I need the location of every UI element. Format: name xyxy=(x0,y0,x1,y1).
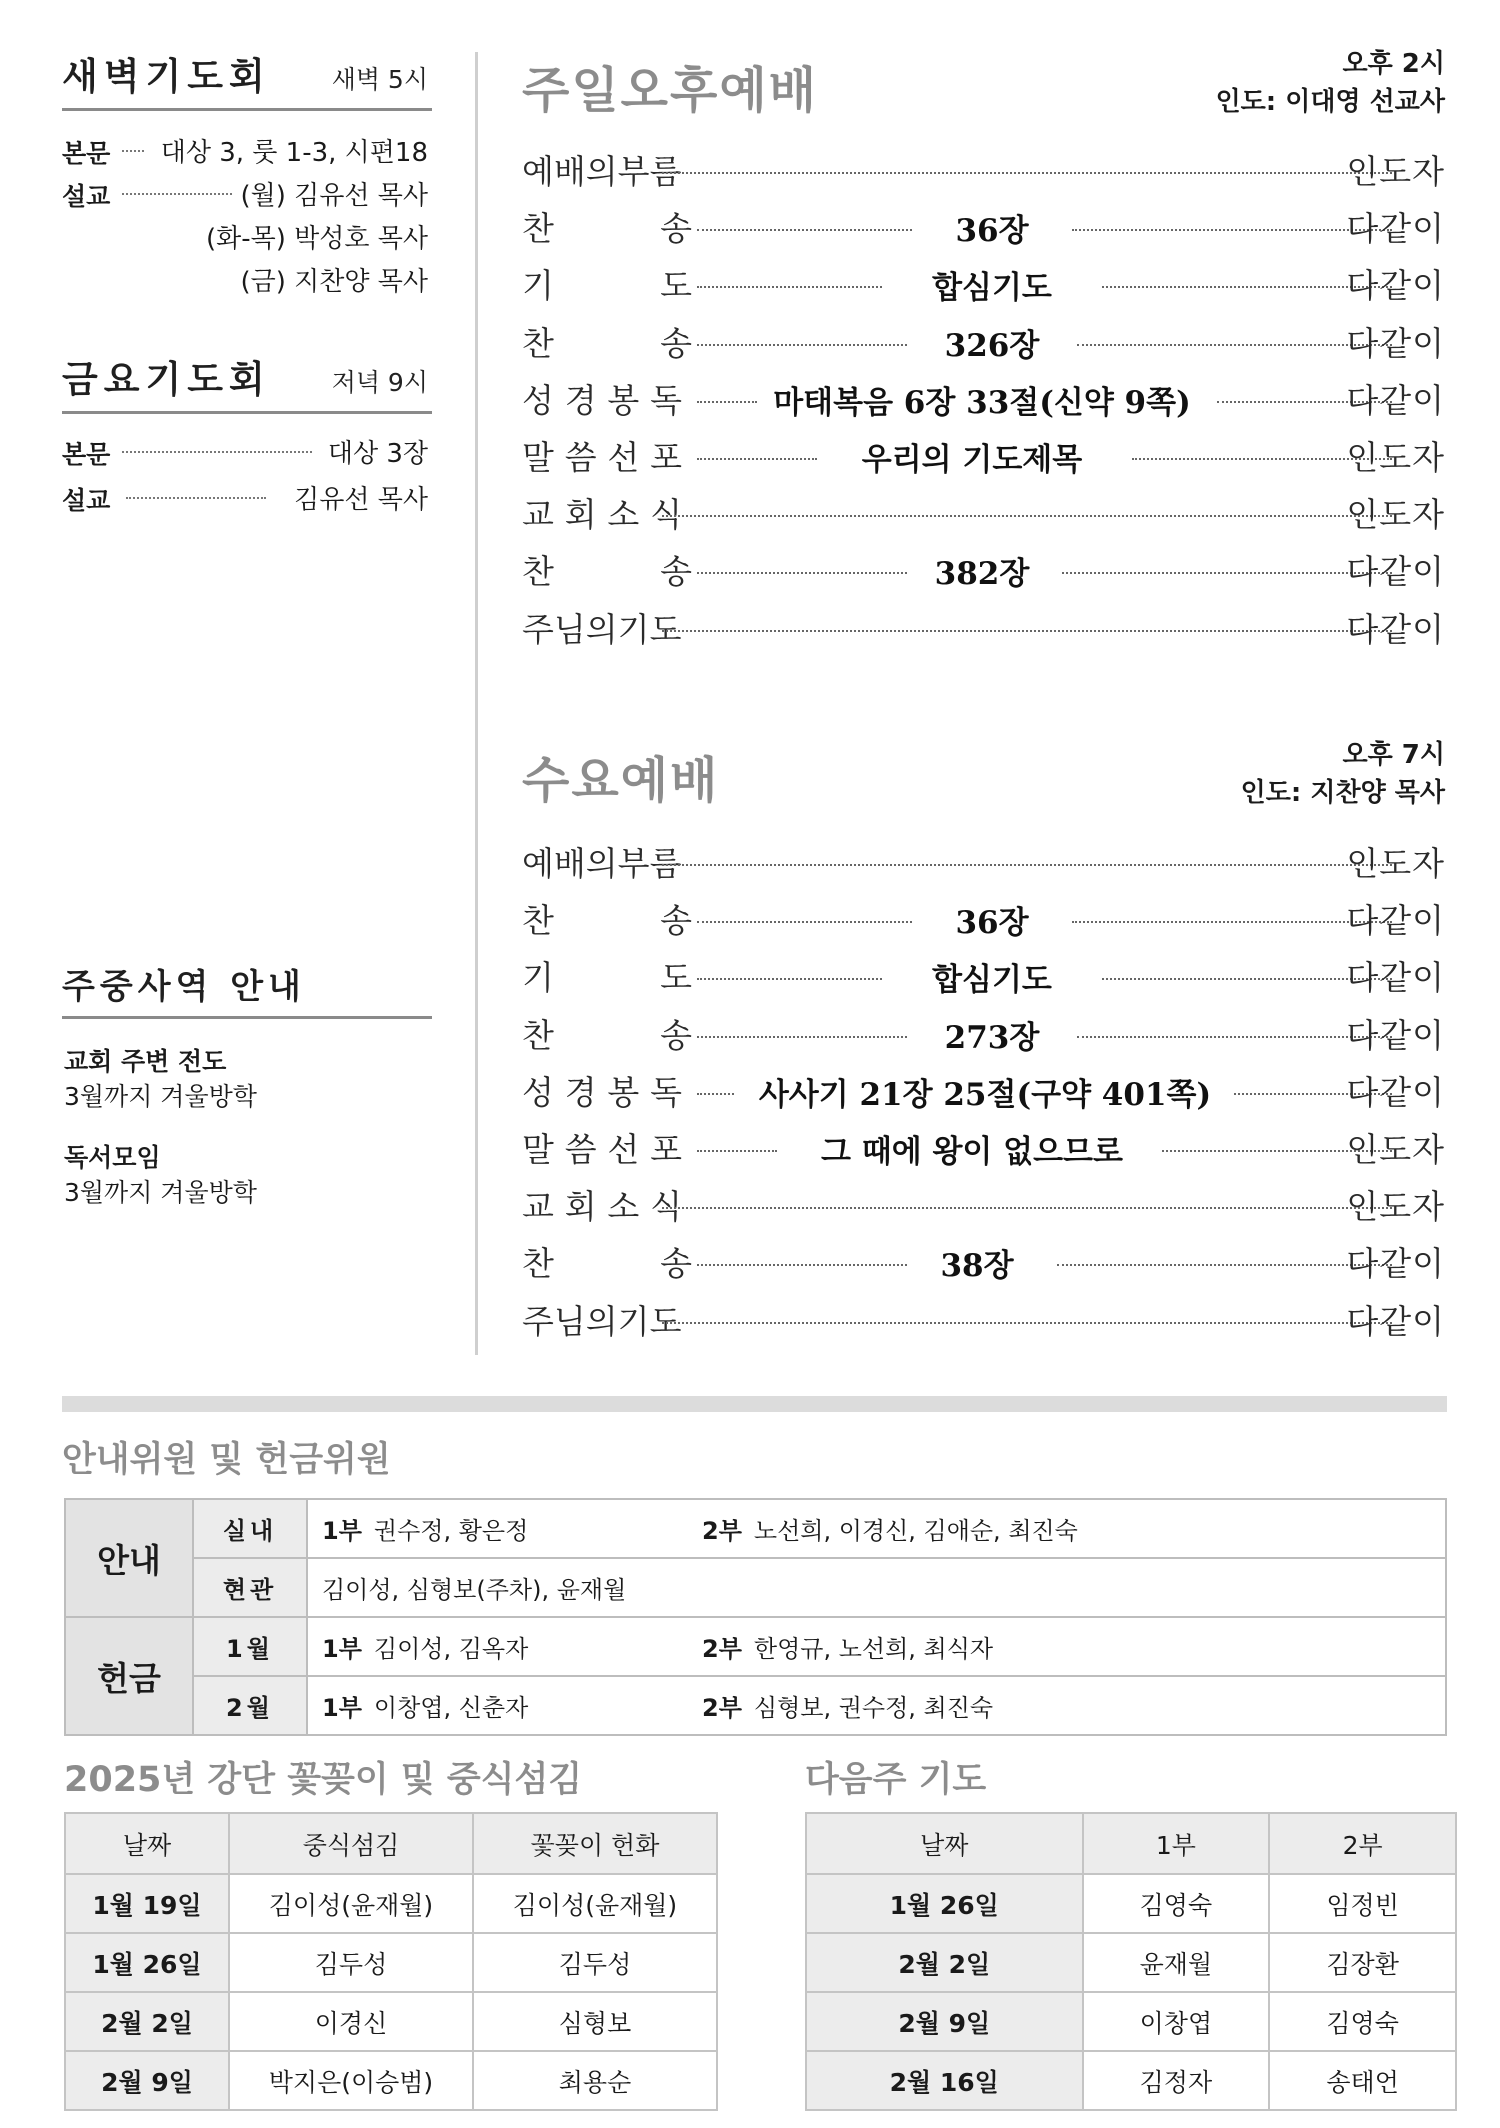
dawn-sermon-row-3 xyxy=(62,259,432,299)
wednesday-time: 오후 7시 xyxy=(1342,740,1445,770)
dawn-sermon-row-2 xyxy=(62,216,432,256)
order-label: 말 씀 선 포 xyxy=(522,1130,682,1169)
prayer-title: 다음주 기도 xyxy=(805,1760,987,1800)
order-value: 마태복음 6장 33절(신약 9쪽) xyxy=(773,384,1191,421)
order-who: 다같이 xyxy=(1346,901,1445,941)
leader-dots xyxy=(122,451,312,453)
order-label: 예 배 의 부 름 xyxy=(522,152,682,191)
order-who: 다같이 xyxy=(1346,609,1445,649)
sunday-pm-leader: 인도: 이대영 선교사 xyxy=(1215,87,1445,117)
feb-cell xyxy=(307,1676,1446,1735)
name-cell: 김이성(윤재월) xyxy=(473,1874,717,1933)
friday-prayer-header xyxy=(62,359,432,414)
order-label: 성 경 봉 독 xyxy=(522,380,682,420)
leader-dots xyxy=(697,401,757,403)
leader-dots xyxy=(697,1036,907,1038)
sunday-pm-title: 주일오후예배 xyxy=(522,62,819,119)
leader-dots xyxy=(697,344,907,346)
leader-dots xyxy=(697,458,817,460)
name-cell: 김정자 xyxy=(1083,2051,1270,2110)
friday-text-label: 본문 xyxy=(62,440,111,469)
column-header: 2부 xyxy=(1269,1813,1456,1874)
order-who: 인도자 xyxy=(1346,495,1445,535)
dawn-text-label: 본문 xyxy=(62,139,111,168)
table-row xyxy=(65,1499,1446,1558)
order-row xyxy=(522,199,1445,251)
friday-text-value: 대상 3장 xyxy=(327,439,428,469)
friday-prayer-time: 저녁 9시 xyxy=(331,368,428,397)
feb-label: 2월 xyxy=(193,1676,307,1735)
entrance-label: 현관 xyxy=(193,1558,307,1617)
leader-dots xyxy=(122,150,144,152)
indoor-label: 실내 xyxy=(193,1499,307,1558)
order-who: 다같이 xyxy=(1346,1015,1445,1055)
ministry-title: 주중사역 안내 xyxy=(62,967,306,1007)
wednesday-leader: 인도: 지찬양 목사 xyxy=(1240,778,1445,808)
leader-dots xyxy=(1062,572,1392,574)
order-who: 다같이 xyxy=(1346,1072,1445,1112)
order-who: 인도자 xyxy=(1346,1187,1445,1227)
leader-dots xyxy=(1072,921,1392,923)
name-cell: 김영숙 xyxy=(1269,1992,1456,2051)
order-value: 36장 xyxy=(955,905,1029,942)
date-cell: 2월 2일 xyxy=(65,1992,229,2051)
table-header-row xyxy=(806,1813,1456,1874)
leader-dots xyxy=(697,572,907,574)
name-cell: 김두성 xyxy=(229,1933,473,1992)
order-value: 우리의 기도제목 xyxy=(861,442,1083,478)
name-cell: 심형보 xyxy=(473,1992,717,2051)
leader-dots xyxy=(697,978,882,980)
jan-cell xyxy=(307,1617,1446,1676)
table-row xyxy=(65,1874,717,1933)
leader-dots xyxy=(1057,1264,1392,1266)
date-cell: 2월 2일 xyxy=(806,1933,1083,1992)
offering-label: 헌금 xyxy=(65,1617,193,1735)
name-cell: 이창엽 xyxy=(1083,1992,1270,2051)
order-row xyxy=(522,542,1445,594)
order-row xyxy=(522,1292,1445,1344)
order-value: 합심기도 xyxy=(932,962,1052,999)
order-label: 기 도 xyxy=(522,958,692,998)
order-row xyxy=(522,1177,1445,1229)
table-row xyxy=(65,1992,717,2051)
order-label: 찬 송 xyxy=(522,901,692,941)
name-cell: 임정빈 xyxy=(1269,1874,1456,1933)
order-label: 말 씀 선 포 xyxy=(522,438,682,477)
entrance-value: 김이성, 심형보(주차), 윤재월 xyxy=(307,1558,1446,1617)
jan-p1: 김이성, 김옥자 xyxy=(373,1635,529,1663)
order-label: 교 회 소 식 xyxy=(522,495,682,535)
dawn-prayer-time: 새벽 5시 xyxy=(331,65,428,94)
order-label: 예 배 의 부 름 xyxy=(522,844,682,883)
ministry-header xyxy=(62,960,432,1019)
table-row xyxy=(65,1933,717,1992)
leader-dots xyxy=(697,229,912,231)
order-row xyxy=(522,948,1445,1000)
order-who: 다같이 xyxy=(1346,552,1445,592)
date-cell: 1월 26일 xyxy=(65,1933,229,1992)
ministry-item-title: 독서모임 xyxy=(64,1143,161,1172)
order-row xyxy=(522,891,1445,943)
order-row xyxy=(522,1120,1445,1172)
part-tag: 1부 xyxy=(322,1635,362,1663)
order-row xyxy=(522,485,1445,537)
order-row xyxy=(522,371,1445,423)
table-header-row xyxy=(65,1813,717,1874)
dawn-prayer-header xyxy=(62,56,432,111)
leader-dots xyxy=(697,286,882,288)
leader-dots xyxy=(662,1322,1392,1324)
order-label: 찬 송 xyxy=(522,1015,692,1055)
part-tag: 1부 xyxy=(322,1517,362,1545)
date-cell: 1월 19일 xyxy=(65,1874,229,1933)
order-who: 인도자 xyxy=(1346,152,1445,191)
order-row xyxy=(522,428,1445,480)
flowers-table xyxy=(64,1812,718,2111)
order-who: 인도자 xyxy=(1346,1130,1445,1169)
friday-sermon-row xyxy=(62,477,432,517)
order-who: 다같이 xyxy=(1346,1244,1445,1284)
sunday-pm-time: 오후 2시 xyxy=(1342,49,1445,79)
indoor-p2: 노선희, 이경신, 김애순, 최진숙 xyxy=(753,1517,1078,1545)
part-tag: 2부 xyxy=(702,1694,742,1722)
order-who: 다같이 xyxy=(1346,1301,1445,1341)
flowers-title: 2025년 강단 꽃꽂이 및 중식섬김 xyxy=(64,1760,583,1800)
order-row xyxy=(522,142,1445,194)
dawn-prayer-title: 새벽기도회 xyxy=(62,55,271,98)
order-value: 그 때에 왕이 없으므로 xyxy=(821,1134,1123,1170)
indoor-p1: 권수정, 황은정 xyxy=(373,1517,529,1545)
order-label: 주 님 의 기 도 xyxy=(522,609,682,649)
feb-p2: 심형보, 권수정, 최진숙 xyxy=(753,1694,994,1722)
leader-dots xyxy=(697,1264,907,1266)
friday-preacher: 김유선 목사 xyxy=(294,485,428,515)
order-row xyxy=(522,834,1445,886)
part-tag: 2부 xyxy=(702,1517,742,1545)
sunday-pm-info xyxy=(1216,45,1445,121)
leader-dots xyxy=(662,864,1392,866)
order-value: 사사기 21장 25절(구약 401쪽) xyxy=(758,1076,1212,1113)
friday-sermon-label: 설교 xyxy=(62,486,111,515)
order-value: 합심기도 xyxy=(932,270,1052,307)
table-row xyxy=(806,1933,1456,1992)
order-value: 273장 xyxy=(944,1019,1040,1056)
table-row xyxy=(806,2051,1456,2110)
name-cell: 이경신 xyxy=(229,1992,473,2051)
name-cell: 박지은(이승범) xyxy=(229,2051,473,2110)
order-label: 주 님 의 기 도 xyxy=(522,1301,682,1341)
ushers-table xyxy=(64,1498,1447,1736)
order-who: 다같이 xyxy=(1346,209,1445,249)
dawn-sermon-row xyxy=(62,173,432,213)
leader-dots xyxy=(126,497,266,499)
order-value: 326장 xyxy=(944,327,1040,364)
leader-dots xyxy=(697,1093,734,1095)
guide-label: 안내 xyxy=(65,1499,193,1617)
table-row xyxy=(65,1617,1446,1676)
column-header: 꽃꽂이 헌화 xyxy=(473,1813,717,1874)
order-row xyxy=(522,314,1445,366)
order-label: 성 경 봉 독 xyxy=(522,1072,682,1112)
date-cell: 2월 16일 xyxy=(806,2051,1083,2110)
table-row xyxy=(65,2051,717,2110)
prayer-table xyxy=(805,1812,1457,2111)
wednesday-info xyxy=(1241,736,1445,812)
column-header: 1부 xyxy=(1083,1813,1270,1874)
name-cell: 송태언 xyxy=(1269,2051,1456,2110)
leader-dots xyxy=(662,172,1392,174)
ministry-item-desc: 3월까지 겨울방학 xyxy=(64,1082,257,1111)
dawn-preacher-1: (월) 김유선 목사 xyxy=(240,181,428,211)
leader-dots xyxy=(662,515,1392,517)
column-divider xyxy=(475,52,478,1355)
leader-dots xyxy=(1077,1036,1392,1038)
name-cell: 김장환 xyxy=(1269,1933,1456,1992)
order-value: 38장 xyxy=(940,1248,1014,1285)
name-cell: 윤재월 xyxy=(1083,1933,1270,1992)
leader-dots xyxy=(122,193,232,195)
order-row xyxy=(522,600,1445,652)
leader-dots xyxy=(1072,229,1392,231)
table-row xyxy=(65,1558,1446,1617)
dawn-sermon-label: 설교 xyxy=(62,182,111,211)
name-cell: 최용순 xyxy=(473,2051,717,2110)
dawn-text-value: 대상 3, 룻 1-3, 시편18 xyxy=(160,138,428,168)
table-row xyxy=(806,1874,1456,1933)
wednesday-title: 수요예배 xyxy=(522,752,720,809)
section-separator xyxy=(62,1396,1447,1412)
date-cell: 1월 26일 xyxy=(806,1874,1083,1933)
leader-dots xyxy=(662,1207,1392,1209)
date-cell: 2월 9일 xyxy=(806,1992,1083,2051)
date-cell: 2월 9일 xyxy=(65,2051,229,2110)
order-value: 36장 xyxy=(955,213,1029,250)
leader-dots xyxy=(697,921,912,923)
order-row xyxy=(522,1006,1445,1058)
jan-label: 1월 xyxy=(193,1617,307,1676)
order-label: 기 도 xyxy=(522,266,692,306)
ministry-item-desc: 3월까지 겨울방학 xyxy=(64,1178,257,1207)
order-row xyxy=(522,1063,1445,1115)
name-cell: 김이성(윤재월) xyxy=(229,1874,473,1933)
order-label: 찬 송 xyxy=(522,209,692,249)
dawn-preacher-3: (금) 지찬양 목사 xyxy=(240,267,428,297)
table-row xyxy=(806,1992,1456,2051)
name-cell: 김두성 xyxy=(473,1933,717,1992)
ministry-item-title: 교회 주변 전도 xyxy=(64,1047,227,1076)
order-label: 찬 송 xyxy=(522,323,692,363)
order-who: 다같이 xyxy=(1346,323,1445,363)
order-row xyxy=(522,1234,1445,1286)
order-who: 다같이 xyxy=(1346,958,1445,998)
ushers-title: 안내위원 및 헌금위원 xyxy=(62,1440,391,1480)
column-header: 중식섬김 xyxy=(229,1813,473,1874)
order-label: 교 회 소 식 xyxy=(522,1187,682,1227)
order-who: 다같이 xyxy=(1346,266,1445,306)
name-cell: 김영숙 xyxy=(1083,1874,1270,1933)
order-who: 인도자 xyxy=(1346,438,1445,477)
leader-dots xyxy=(1077,344,1392,346)
order-who: 다같이 xyxy=(1346,380,1445,420)
dawn-text-row xyxy=(62,130,432,170)
friday-text-row xyxy=(62,431,432,471)
order-label: 찬 송 xyxy=(522,1244,692,1284)
jan-p2: 한영규, 노선희, 최식자 xyxy=(753,1635,994,1663)
order-label: 찬 송 xyxy=(522,552,692,592)
order-row xyxy=(522,256,1445,308)
column-header: 날짜 xyxy=(806,1813,1083,1874)
order-who: 인도자 xyxy=(1346,844,1445,883)
leader-dots xyxy=(662,630,1392,632)
indoor-cell xyxy=(307,1499,1446,1558)
dawn-preacher-2: (화-목) 박성호 목사 xyxy=(205,224,428,254)
column-header: 날짜 xyxy=(65,1813,229,1874)
part-tag: 2부 xyxy=(702,1635,742,1663)
part-tag: 1부 xyxy=(322,1694,362,1722)
order-value: 382장 xyxy=(934,556,1030,593)
feb-p1: 이창엽, 신춘자 xyxy=(373,1694,529,1722)
leader-dots xyxy=(697,1150,777,1152)
table-row xyxy=(65,1676,1446,1735)
friday-prayer-title: 금요기도회 xyxy=(62,358,271,401)
